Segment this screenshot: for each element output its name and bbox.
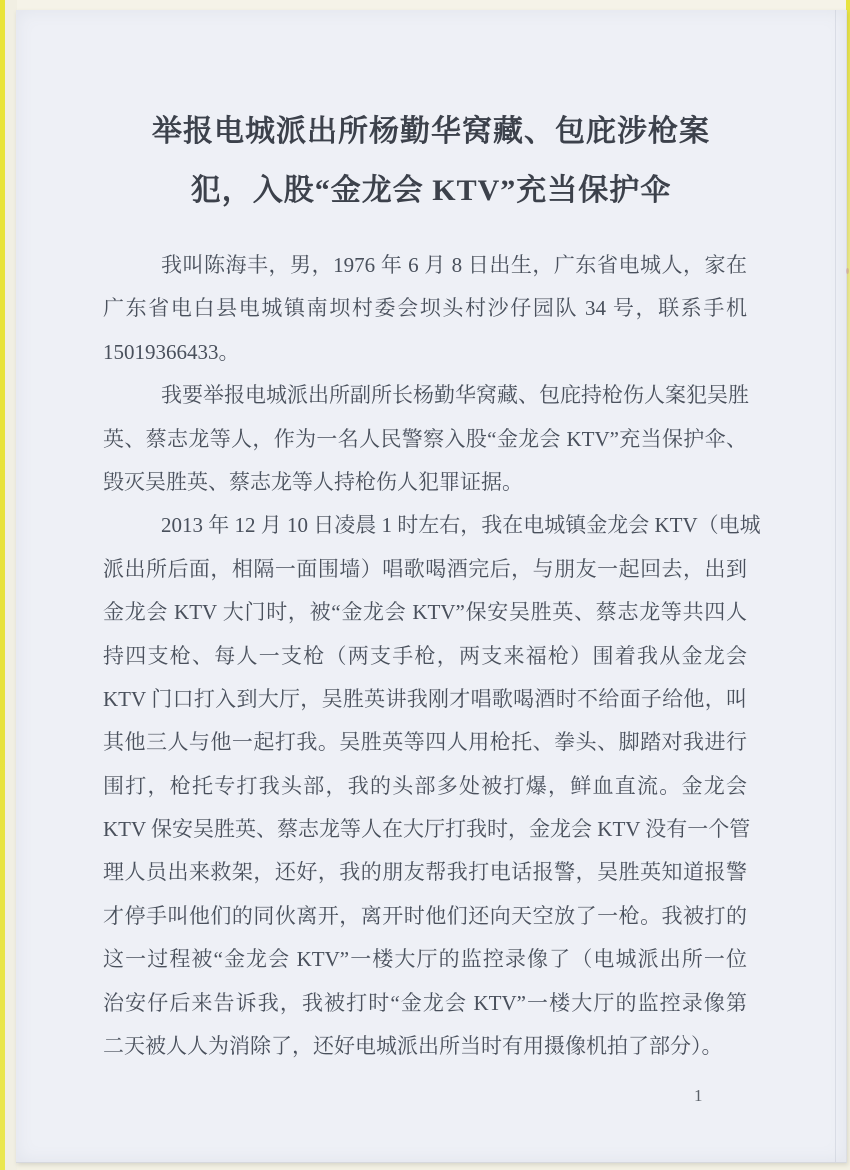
body-line: 金龙会 KTV 大门时，被“金龙会 KTV”保安吴胜英、蔡志龙等共四人 [103, 600, 747, 625]
body-line: 其他三人与他一起打我。吴胜英等四人用枪托、拳头、脚踏对我进行 [103, 730, 747, 755]
body-line: 广东省电白县电城镇南坝村委会坝头村沙仔园队 34 号，联系手机 [103, 296, 747, 321]
body-line: 二天被人人为消除了，还好电城派出所当时有用摄像机拍了部分）。 [103, 1034, 723, 1059]
body-line: 我要举报电城派出所副所长杨勤华窝藏、包庇持枪伤人案犯吴胜 [161, 383, 749, 408]
body-line: 毁灭吴胜英、蔡志龙等人持枪伤人犯罪证据。 [103, 469, 523, 494]
title-line-2: 犯，入股“金龙会 KTV”充当保护伞 [190, 174, 672, 207]
body-line: 我叫陈海丰，男，1976 年 6 月 8 日出生，广东省电城人，家在 [161, 253, 747, 277]
page-number: 1 [694, 1086, 703, 1105]
body-line: 理人员出来救架，还好，我的朋友帮我打电话报警，吴胜英知道报警 [103, 860, 747, 885]
document-body [16, 244, 846, 1068]
body-line: 派出所后面，相隔一面围墙）唱歌喝酒完后，与朋友一起回去，出到 [103, 556, 747, 581]
body-line: 英、蔡志龙等人，作为一名人民警察入股“金龙会 KTV”充当保护伞、 [103, 426, 747, 451]
paper-sheet [16, 10, 847, 1163]
body-line: 治安仔后来告诉我，我被打时“金龙会 KTV”一楼大厅的监控录像第 [103, 990, 747, 1015]
body-line: 这一过程被“金龙会 KTV”一楼大厅的监控录像了（电城派出所一位 [103, 947, 747, 972]
title-line-1: 举报电城派出所杨勤华窝藏、包庇涉枪案 [152, 115, 710, 148]
body-line: KTV 门口打入到大厅，吴胜英讲我刚才唱歌喝酒时不给面子给他，叫 [103, 686, 747, 711]
body-line: KTV 保安吴胜英、蔡志龙等人在大厅打我时，金龙会 KTV 没有一个管 [103, 817, 751, 842]
body-line: 2013 年 12 月 10 日凌晨 1 时左右，我在电城镇金龙会 KTV（电城 [161, 513, 761, 538]
body-line: 围打，枪托专打我头部，我的头部多处被打爆，鲜血直流。金龙会 [103, 773, 747, 798]
body-line: 持四支枪、每人一支枪（两支手枪，两支来福枪）围着我从金龙会 [103, 643, 747, 668]
document-title [76, 102, 786, 220]
body-line: 15019366433。 [103, 339, 240, 364]
body-line: 才停手叫他们的同伙离开，离开时他们还向天空放了一枪。我被打的 [103, 903, 747, 928]
scan-speck [846, 268, 849, 274]
